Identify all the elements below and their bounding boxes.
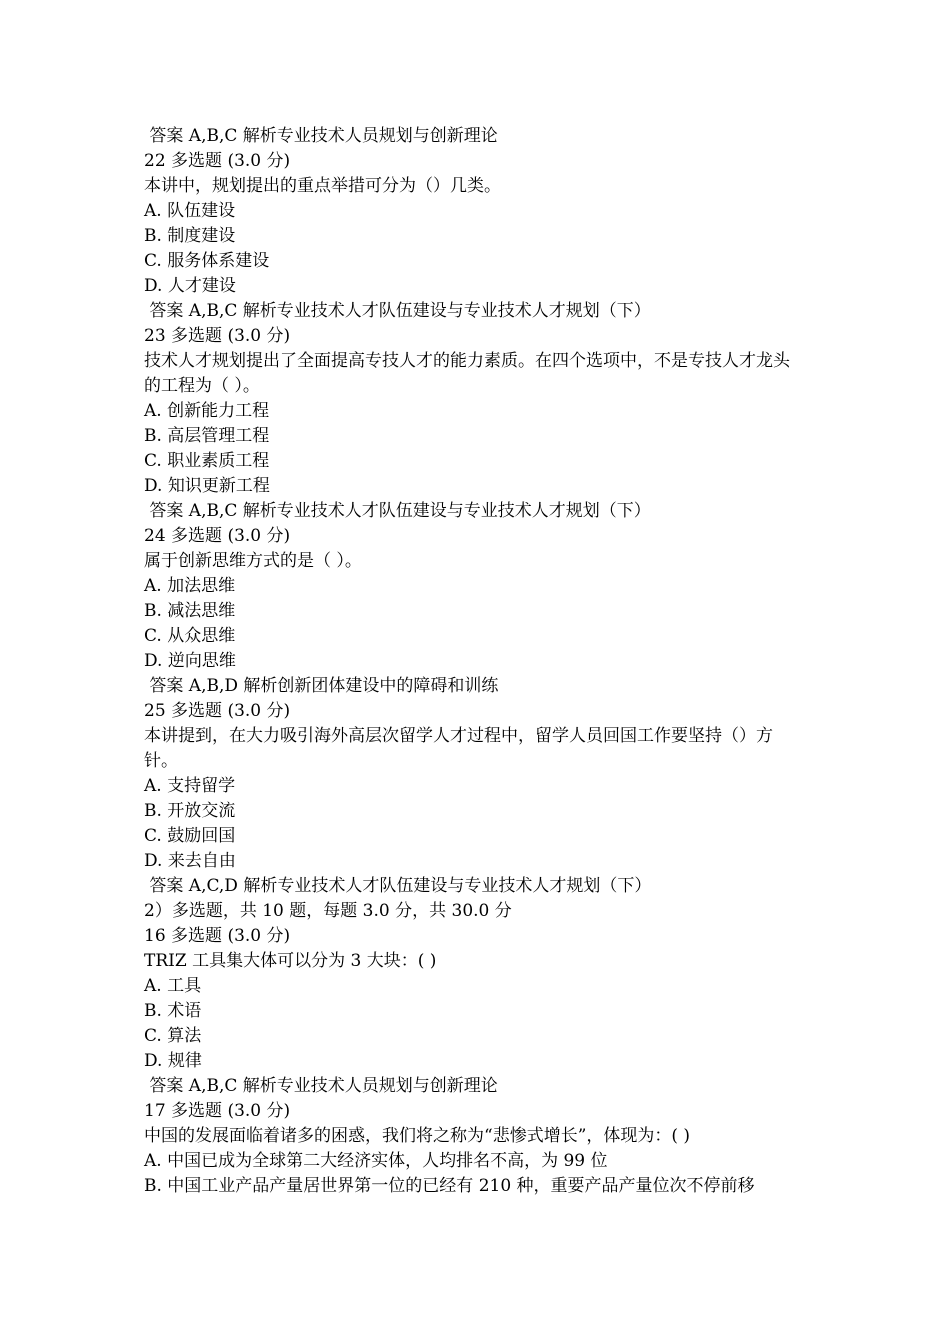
option-b: B. 开放交流 — [144, 801, 236, 821]
answer-line: 答案 A,B,C 解析专业技术人员规划与创新理论 — [144, 1076, 498, 1096]
option-b: B. 高层管理工程 — [144, 426, 270, 446]
option-c: C. 服务体系建设 — [144, 251, 270, 271]
question-header: 25 多选题 (3.0 分) — [144, 701, 291, 721]
answer-line: 答案 A,B,C 解析专业技术人才队伍建设与专业技术人才规划（下） — [144, 501, 651, 521]
option-c: C. 职业素质工程 — [144, 451, 270, 471]
option-b: B. 中国工业产品产量居世界第一位的已经有 210 种，重要产品产量位次不停前移 — [144, 1176, 755, 1196]
option-c: C. 鼓励回国 — [144, 826, 236, 846]
option-b: B. 制度建设 — [144, 226, 236, 246]
option-b: B. 术语 — [144, 1001, 202, 1021]
answer-line: 答案 A,B,C 解析专业技术人才队伍建设与专业技术人才规划（下） — [144, 301, 651, 321]
question-text: 本讲提到，在大力吸引海外高层次留学人才过程中，留学人员回国工作要坚持（）方针。 — [144, 726, 773, 771]
option-c: C. 从众思维 — [144, 626, 236, 646]
question-header: 23 多选题 (3.0 分) — [144, 326, 291, 346]
option-a: A. 加法思维 — [144, 576, 236, 596]
question-header: 17 多选题 (3.0 分) — [144, 1101, 291, 1121]
option-a: A. 工具 — [144, 976, 202, 996]
option-a: A. 队伍建设 — [144, 201, 236, 221]
section-header: 2）多选题，共 10 题，每题 3.0 分，共 30.0 分 — [144, 901, 512, 921]
question-header: 16 多选题 (3.0 分) — [144, 926, 291, 946]
answer-line: 答案 A,C,D 解析专业技术人才队伍建设与专业技术人才规划（下） — [144, 876, 652, 896]
option-d: D. 人才建设 — [144, 276, 236, 296]
option-c: C. 算法 — [144, 1026, 202, 1046]
option-a: A. 创新能力工程 — [144, 401, 270, 421]
option-b: B. 减法思维 — [144, 601, 236, 621]
option-d: D. 来去自由 — [144, 851, 236, 871]
document-body — [144, 124, 804, 1199]
option-d: D. 规律 — [144, 1051, 202, 1071]
question-header: 24 多选题 (3.0 分) — [144, 526, 291, 546]
question-text: 技术人才规划提出了全面提高专技人才的能力素质。在四个选项中，不是专技人才龙头的工程为（ ）。 — [144, 351, 790, 396]
option-a: A. 中国已成为全球第二大经济实体，人均排名不高，为 99 位 — [144, 1151, 608, 1171]
answer-line: 答案 A,B,C 解析专业技术人员规划与创新理论 — [144, 126, 498, 146]
option-d: D. 逆向思维 — [144, 651, 236, 671]
option-a: A. 支持留学 — [144, 776, 236, 796]
question-text: TRIZ 工具集大体可以分为 3 大块：( ) — [144, 951, 437, 971]
question-text: 本讲中，规划提出的重点举措可分为（）几类。 — [144, 176, 501, 196]
answer-line: 答案 A,B,D 解析创新团体建设中的障碍和训练 — [144, 676, 499, 696]
question-header: 22 多选题 (3.0 分) — [144, 151, 291, 171]
question-text: 属于创新思维方式的是（ ）。 — [144, 551, 362, 571]
question-text: 中国的发展面临着诸多的困惑，我们将之称为“悲惨式增长”，体现为：( ) — [144, 1126, 691, 1146]
option-d: D. 知识更新工程 — [144, 476, 270, 496]
